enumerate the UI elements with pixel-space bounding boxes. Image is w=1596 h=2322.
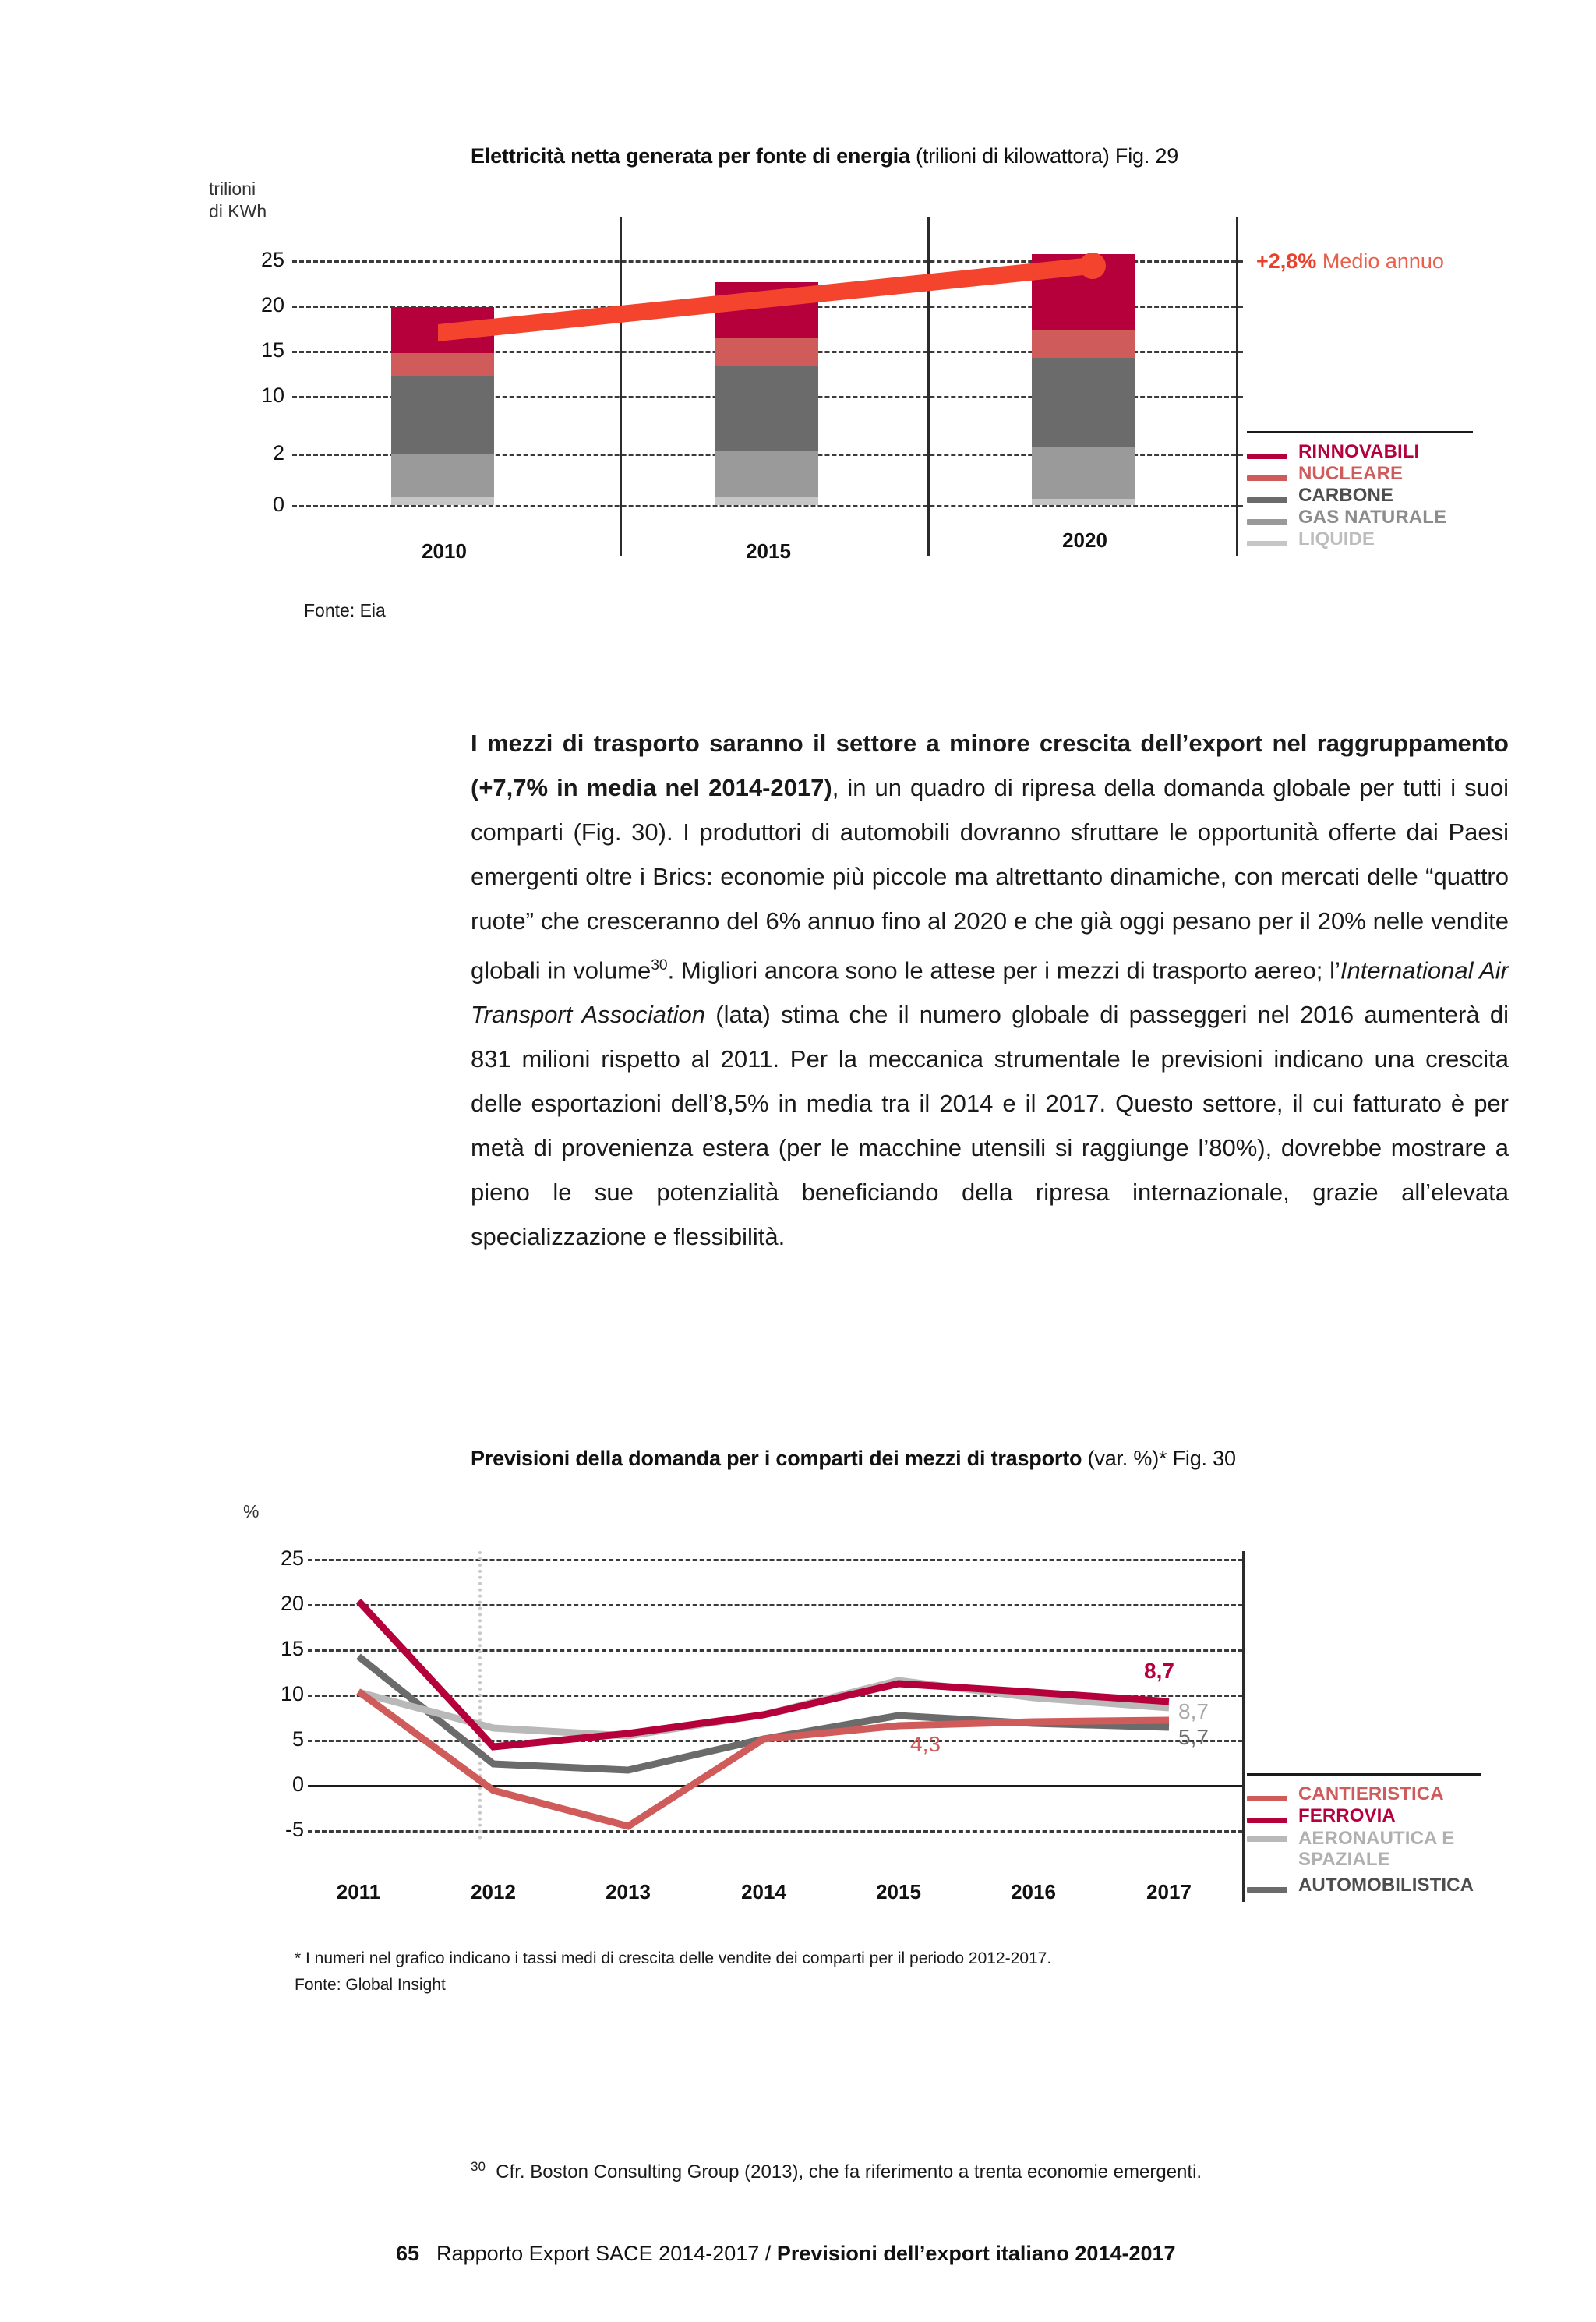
figure-30-y-axis-unit: % (243, 1501, 260, 1521)
figure-29-ytick-20: 20 (260, 293, 284, 316)
paragraph-part-1: , in un quadro di ripresa della domanda globale per tutti i suoi comparti (Fig. 30). I produttori di automobili dovranno sfruttare le opportunità offerte dai Paesi emergenti oltre i Brics: economie più piccole ma altrettanto dinamiche, con mercati delle “quattro ruote” che cresceranno del 6% annuo fino al 2020 e che già oggi pesano per il 20% nelle vendite globali in volume (471, 774, 1509, 984)
y-unit-line-2: di KWh (209, 200, 267, 221)
footer-text-light: Rapporto Export SACE 2014-2017 / (436, 2242, 777, 2265)
figure-30-xtick-2017: 2017 (1146, 1880, 1192, 1903)
paragraph-part-2: . Migliori ancora sono le attese per i mezzi di trasporto aereo; l’ (667, 956, 1340, 984)
figure-29-ytick-0: 0 (272, 493, 284, 516)
paragraph-italic-iata: International Air Transport Association (471, 956, 1509, 1029)
figure-30-xtick-2013: 2013 (606, 1880, 651, 1903)
figure-30-datalabel-cantieristica: 4,3 (910, 1732, 941, 1756)
legend-label-nucleare: NUCLEARE (1298, 462, 1404, 484)
figure-30-title-light: (var. %)* Fig. 30 (1082, 1447, 1236, 1470)
annotation-text: Medio annuo (1316, 249, 1444, 273)
y-unit-line-1: trilioni (209, 178, 256, 199)
page-footer (396, 2242, 1176, 2266)
figure-30-ytick-20: 20 (280, 1592, 304, 1615)
figure-29-xtick-2020: 2020 (1062, 528, 1107, 552)
figure-30-ytick-15: 15 (280, 1637, 304, 1660)
figure-29-ytick-25: 25 (260, 248, 284, 271)
footer-text-bold: Previsioni dell’export italiano 2014-2017 (776, 2242, 1176, 2265)
figure-30-right-border (1242, 1551, 1245, 1902)
page-footnote-mark: 30 (471, 2159, 486, 2174)
legend-swatch-cantieristica (1247, 1796, 1287, 1801)
annotation-value: +2,8% (1256, 249, 1317, 273)
figure-29-title-bold: Elettricità netta generata per fonte di energia (471, 144, 910, 168)
figure-30-gridline-25 (308, 1559, 1243, 1561)
legend-label-gas-naturale: GAS NATURALE (1298, 506, 1447, 528)
page-footnote (471, 2159, 1202, 2183)
figure-30-legend (1247, 1773, 1481, 1897)
legend-item-cantieristica[interactable] (1247, 1783, 1481, 1805)
figure-30-note: * I numeri nel grafico indicano i tassi medi di crescita delle vendite dei comparti per il periodo 2012-2017. (295, 1949, 1052, 1967)
figure-30-ytick-10: 10 (280, 1682, 304, 1705)
figure-30-title (471, 1447, 1236, 1471)
figure-30-ytick-25: 25 (280, 1546, 304, 1570)
figure-30-gridline-10 (308, 1695, 1243, 1697)
legend-swatch-aeronautica-e-spaziale (1247, 1836, 1287, 1842)
figure-30-xtick-2012: 2012 (471, 1880, 516, 1903)
legend-swatch-automobilistica (1247, 1887, 1287, 1893)
paragraph-footnote-mark: 30 (651, 957, 668, 974)
figure-30-xtick-2016: 2016 (1011, 1880, 1056, 1903)
figure-30-ytick-5: 5 (291, 1727, 304, 1751)
figure-30-datalabel-automobilistica: 5,7 (1178, 1725, 1209, 1749)
legend-item-ferrovia[interactable] (1247, 1805, 1481, 1827)
figure-30-gridline-15 (308, 1649, 1243, 1652)
legend-label-rinnovabili: RINNOVABILI (1298, 440, 1420, 462)
page-footnote-text: Cfr. Boston Consulting Group (2013), che fa riferimento a trenta economie emergenti. (496, 2161, 1202, 2182)
figure-30-legend-rule (1247, 1773, 1481, 1776)
figure-30-ytick-minus5: -5 (284, 1818, 304, 1841)
paragraph-part-3: (lata) stima che il numero globale di passeggeri nel 2016 aumenterà di 831 milioni rispetto al 2011. Per la meccanica strumentale le previsioni indicano una crescita delle esportazioni dell’8,5% in media tra il 2014 e il 2017. Questo settore, il cui fatturato è per metà di provenienza estera (per le macchine utensili si raggiunge l’80%), dovrebbe mostrare a pieno le sue potenzialità beneficiando della ripresa internazionale, grazie all’elevata specializzazione e flessibilità. (471, 1001, 1509, 1251)
figure-30-gridline-minus5 (308, 1830, 1243, 1833)
figure-30-gridline-20 (308, 1604, 1243, 1606)
legend-label-aeronautica-e-spaziale: AERONAUTICA E SPAZIALE (1298, 1828, 1455, 1870)
figure-29-ytick-10: 10 (260, 383, 284, 407)
page-number: 65 (396, 2242, 420, 2265)
legend-swatch-ferrovia (1247, 1818, 1287, 1823)
legend-label-carbone: CARBONE (1298, 484, 1394, 506)
figure-30-xtick-2014: 2014 (741, 1880, 786, 1903)
figure-30-datalabel-aeronautica: 8,7 (1178, 1699, 1209, 1723)
legend-label-cantieristica: CANTIERISTICA (1298, 1783, 1444, 1804)
figure-29-source: Fonte: Eia (304, 600, 386, 620)
legend-item-automobilistica[interactable] (1247, 1875, 1481, 1897)
paragraph-lead: I mezzi di trasporto saranno il settore a minore crescita dell’export nel raggruppamento (+7,7% in media nel 2014-2017) (471, 730, 1509, 801)
figure-29-ytick-15: 15 (260, 338, 284, 362)
legend-label-liquide: LIQUIDE (1298, 528, 1375, 550)
legend-label-ferrovia: FERROVIA (1298, 1804, 1396, 1826)
figure-30-title-bold: Previsioni della domanda per i comparti dei mezzi di trasporto (471, 1447, 1082, 1470)
figure-29-title-light: (trilioni di kilowattora) Fig. 29 (909, 144, 1179, 168)
legend-label-automobilistica: AUTOMOBILISTICA (1298, 1875, 1474, 1896)
figure-30-datalabel-ferrovia: 8,7 (1144, 1659, 1174, 1683)
figure-30-ytick-0: 0 (291, 1772, 304, 1796)
figure-30-marker-line-2012 (478, 1551, 482, 1840)
legend-item-aeronautica-e-spaziale[interactable] (1247, 1829, 1481, 1871)
figure-30-xtick-2011: 2011 (336, 1880, 381, 1903)
figure-30-gridline-5 (308, 1740, 1243, 1742)
figure-30-source: Fonte: Global Insight (295, 1976, 446, 1994)
figure-29-xtick-2015: 2015 (746, 539, 791, 563)
figure-30-zero-line (308, 1785, 1243, 1787)
figure-30-xtick-2015: 2015 (876, 1880, 921, 1903)
figure-29-ytick-2: 2 (272, 441, 284, 465)
figure-29-xtick-2010: 2010 (422, 539, 467, 563)
